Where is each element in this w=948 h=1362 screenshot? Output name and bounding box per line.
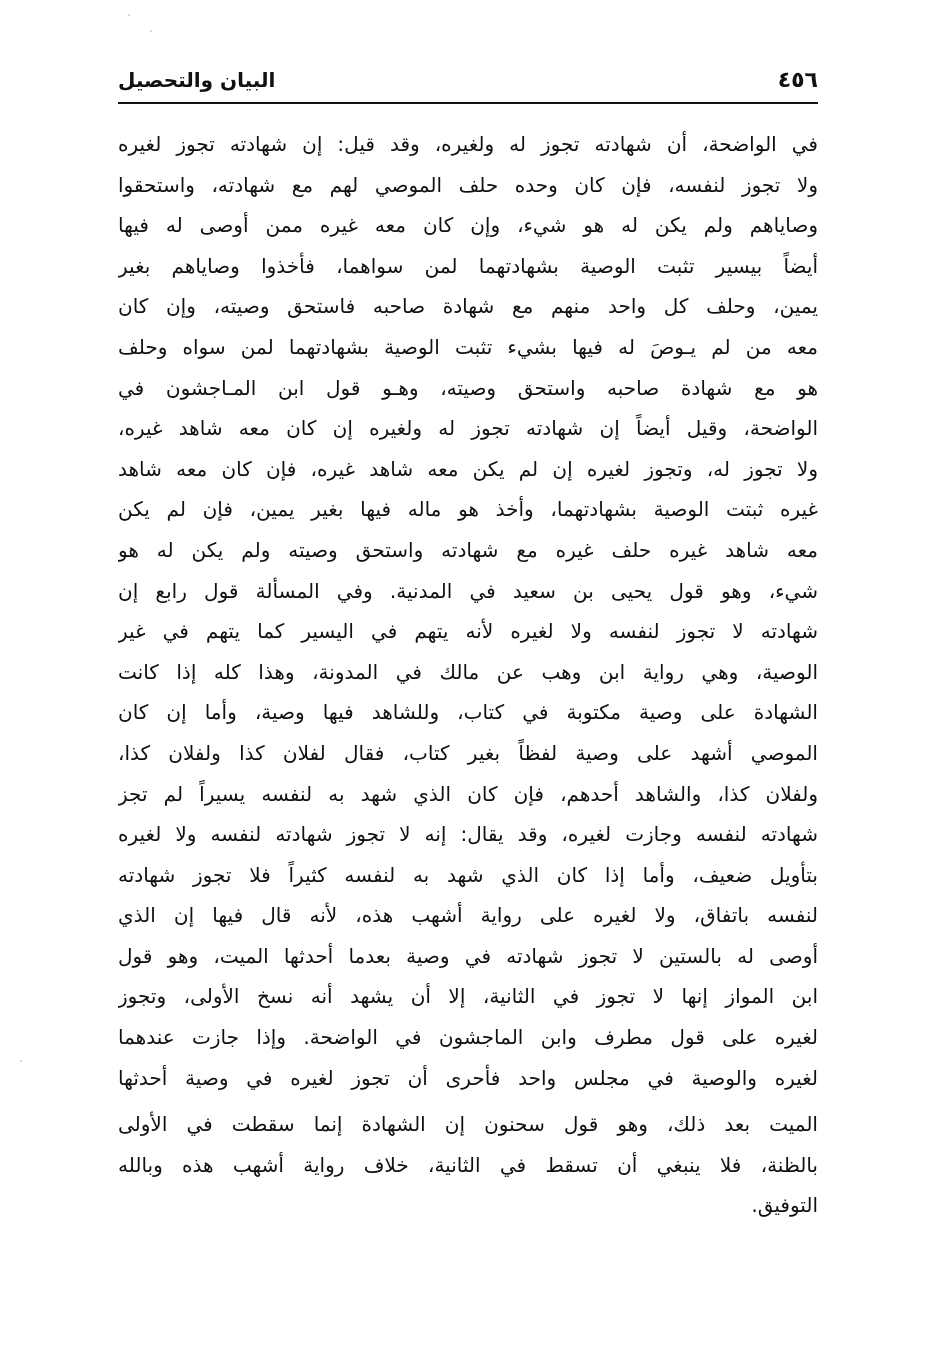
scan-speck <box>20 1060 22 1062</box>
text-line: معه من لم يـوصَ له فيها بشيء تثبت الوصية بشهادتهما لمن سواه وحلف <box>118 334 818 359</box>
text-line: أيضاً بيسير تثبت الوصية بشهادتهما لمن سواهما، فأخذوا وصاياهم بغير <box>118 253 818 278</box>
running-title: البيان والتحصيل <box>118 68 276 92</box>
text-line: الشهادة على وصية مكتوبة في كتاب، وللشاهد فيها وصية، وأما إن كان <box>118 700 818 725</box>
text-line: شهادته لنفسه وجازت لغيره، وقد يقال: إنه لا تجوز شهادته لنفسه ولا لغيره <box>118 822 818 847</box>
page-number: ٤٥٦ <box>777 68 818 93</box>
text-line: الموصي أشهد على وصية لفظاً بغير كتاب، فقال لفلان كذا ولفلان كذا، <box>118 740 818 765</box>
text-line: شيء، وهو قول يحيى بن سعيد في المدنية. وفي المسألة قول رابع إن <box>118 578 818 603</box>
header-rule <box>118 102 818 104</box>
text-line: معه شاهد غيره حلف غيره مع شهادته واستحق وصيته ولم يكن له هو <box>118 537 818 562</box>
text-line: بتأويل ضعيف، وأما إذا كان الذي شهد به لنفسه كثيراً فلا تجوز شهادته <box>118 862 818 887</box>
text-line: يمين، وحلف كل واحد منهم مع شهادة صاحبه فاستحق وصيته، وإن كان <box>118 294 818 319</box>
text-line: ولفلان كذا، والشاهد أحدهم، فإن كان الذي شهد به لنفسه يسيراً لم تجز <box>118 781 818 806</box>
text-line: ابن المواز إنها لا تجوز في الثانية، إلا أن يشهد أنه نسخ الأولى، وتجوز <box>118 984 818 1009</box>
text-line: لنفسه باتفاق، ولا لغيره على رواية أشهب هذه، لأنه قال فيها إن الذي <box>118 903 818 928</box>
page-header <box>118 64 818 104</box>
text-line: غيره ثبتت الوصية بشهادتهما، وأخذ هو ماله فيها بغير يمين، فإن لم يكن <box>118 497 818 522</box>
text-line: لغيره والوصية في مجلس واحد فأحرى أن تجوز لغيره في وصية أحدثها <box>118 1065 818 1090</box>
text-line: بالظنة، فلا ينبغي أن تسقط في الثانية، خلاف رواية أشهب هذه وبالله <box>118 1152 818 1177</box>
text-line: ولا تجوز لنفسه، فإن كان وحده حلف الموصي لهم مع شهادته، واستحقوا <box>118 172 818 197</box>
text-line: في الواضحة، أن شهادته تجوز له ولغيره، وقد قيل: إن شهادته تجوز لغيره <box>118 132 818 156</box>
scan-speck <box>128 14 130 16</box>
text-line: شهادته لا تجوز لنفسه ولا لغيره لأنه يتهم في اليسير كما يتهم في غير <box>118 619 818 644</box>
text-line: الوصية، وهي رواية ابن وهب عن مالك في المدونة، وهذا كله إذا كانت <box>118 659 818 684</box>
text-line: لغيره على قول مطرف وابن الماجشون في الواضحة. وإذا جازت عندهما <box>118 1025 818 1050</box>
text-line: الميت بعد ذلك، وهو قول سحنون إن الشهادة إنما سقطت في الأولى <box>118 1112 818 1137</box>
text-line: ولا تجوز له، وتجوز لغيره إن لم يكن معه شاهد غيره، فإن كان معه شاهد <box>118 456 818 481</box>
text-line: هو مع شهادة صاحبه واستحق وصيته، وهـو قول ابن المـاجشون في <box>118 375 818 400</box>
text-line: أوصى له بالستين لا تجوز شهادته في وصية بعدما أحدثها الميت، وهو قول <box>118 943 818 968</box>
scan-speck <box>150 30 152 32</box>
text-line: الواضحة، وقيل أيضاً إن شهادته تجوز له ولغيره إن كان معه شاهد غيره، <box>118 416 818 441</box>
text-line: وصاياهم ولم يكن له هو شيء، وإن كان معه غيره ممن أوصى له فيها <box>118 213 818 238</box>
text-line-last: التوفيق. <box>751 1193 818 1218</box>
body-text <box>118 124 818 1226</box>
